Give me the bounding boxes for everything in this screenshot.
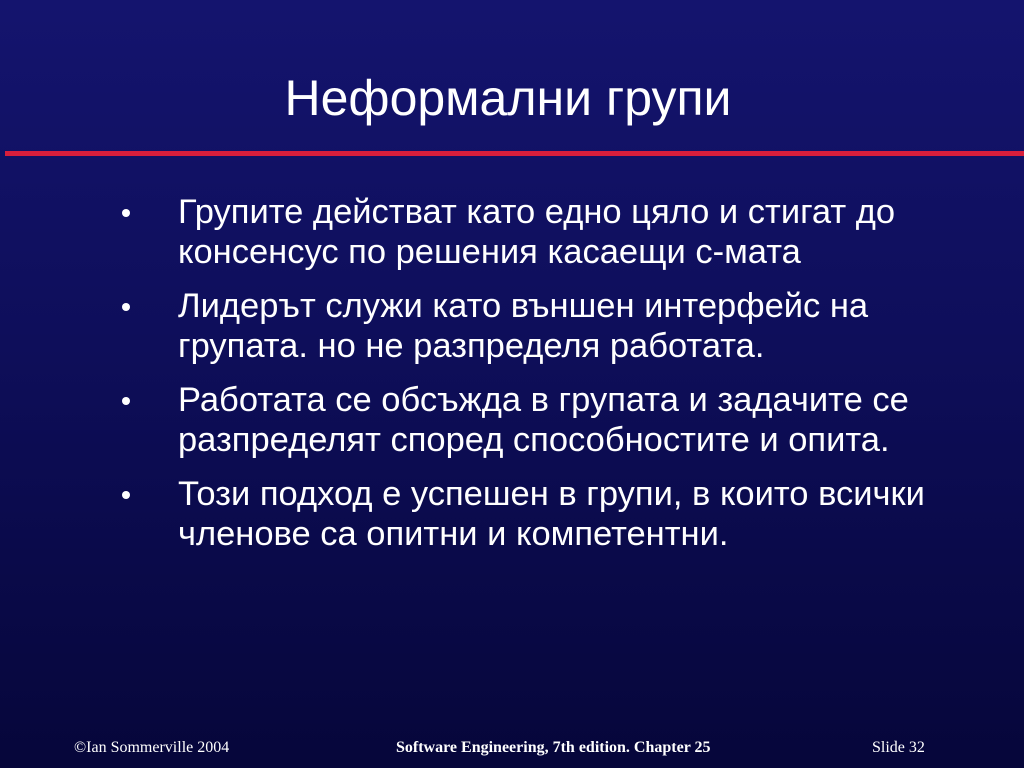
- bullet-text: Лидерът служи като външен интерфейс на групата. но не разпределя работата.: [178, 287, 869, 365]
- bullet-item: [120, 286, 1000, 366]
- footer-copyright: ©Ian Sommerville 2004: [74, 739, 230, 756]
- bullet-dot-icon: [122, 397, 130, 405]
- footer-slide-number: Slide 32: [872, 739, 925, 756]
- bullet-dot-icon: [122, 209, 130, 217]
- bullet-text: Работата се обсъжда в групата и задачите се разпределят според способностите и опита.: [178, 381, 909, 459]
- bullet-text: Групите действат като едно цяло и стигат до консенсус по решения касаещи с-мата: [178, 193, 896, 271]
- footer-book-title: Software Engineering, 7th edition. Chapter 25: [396, 739, 711, 756]
- bullet-text: Този подход е успешен в групи, в които всички членове са опитни и компетентни.: [178, 475, 925, 553]
- bullet-item: [120, 474, 1000, 554]
- bullet-dot-icon: [122, 303, 130, 311]
- bullet-item: [120, 192, 1000, 272]
- bullet-list: [120, 192, 1000, 568]
- bullet-item: [120, 380, 1000, 460]
- title-divider-line: [5, 151, 1024, 156]
- slide-title: Неформални групи: [284, 70, 732, 126]
- bullet-dot-icon: [122, 491, 130, 499]
